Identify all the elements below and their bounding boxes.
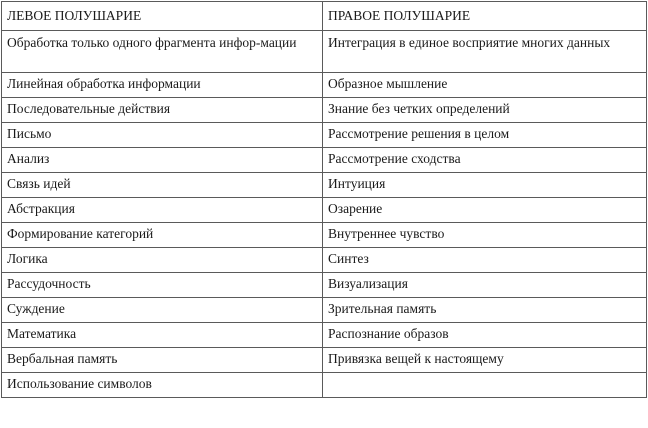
right-cell-empty xyxy=(323,373,647,398)
left-cell: Вербальная память xyxy=(2,348,323,373)
table-row xyxy=(2,323,647,348)
table-row xyxy=(2,73,647,98)
right-cell: Зрительная память xyxy=(323,298,647,323)
left-cell: Формирование категорий xyxy=(2,223,323,248)
header-right-hemisphere: ПРАВОЕ ПОЛУШАРИЕ xyxy=(323,2,647,31)
left-cell: Математика xyxy=(2,323,323,348)
right-cell: Привязка вещей к настоящему xyxy=(323,348,647,373)
left-cell: Логика xyxy=(2,248,323,273)
table-row xyxy=(2,98,647,123)
right-cell: Интеграция в единое восприятие многих данных xyxy=(323,31,647,73)
right-cell: Образное мышление xyxy=(323,73,647,98)
right-cell: Знание без четких определений xyxy=(323,98,647,123)
table-row xyxy=(2,273,647,298)
hemispheres-table xyxy=(1,1,647,398)
left-cell: Обработка только одного фрагмента инфор-мации xyxy=(2,31,323,73)
left-cell: Линейная обработка информации xyxy=(2,73,323,98)
table-header-row xyxy=(2,2,647,31)
right-cell: Озарение xyxy=(323,198,647,223)
left-cell: Письмо xyxy=(2,123,323,148)
table-row xyxy=(2,348,647,373)
right-cell: Визуализация xyxy=(323,273,647,298)
left-cell: Использование символов xyxy=(2,373,323,398)
table-row xyxy=(2,148,647,173)
header-left-hemisphere: ЛЕВОЕ ПОЛУШАРИЕ xyxy=(2,2,323,31)
left-cell: Связь идей xyxy=(2,173,323,198)
table-row xyxy=(2,173,647,198)
right-cell: Интуиция xyxy=(323,173,647,198)
right-cell: Синтез xyxy=(323,248,647,273)
table-row xyxy=(2,198,647,223)
right-cell: Распознание образов xyxy=(323,323,647,348)
table-row xyxy=(2,373,647,398)
table-row xyxy=(2,248,647,273)
table-row xyxy=(2,298,647,323)
right-cell: Рассмотрение решения в целом xyxy=(323,123,647,148)
left-cell: Анализ xyxy=(2,148,323,173)
left-cell: Рассудочность xyxy=(2,273,323,298)
left-cell: Абстракция xyxy=(2,198,323,223)
table-row xyxy=(2,223,647,248)
right-cell: Внутреннее чувство xyxy=(323,223,647,248)
table-row xyxy=(2,31,647,73)
left-cell: Последовательные действия xyxy=(2,98,323,123)
right-cell: Рассмотрение сходства xyxy=(323,148,647,173)
table-row xyxy=(2,123,647,148)
left-cell: Суждение xyxy=(2,298,323,323)
